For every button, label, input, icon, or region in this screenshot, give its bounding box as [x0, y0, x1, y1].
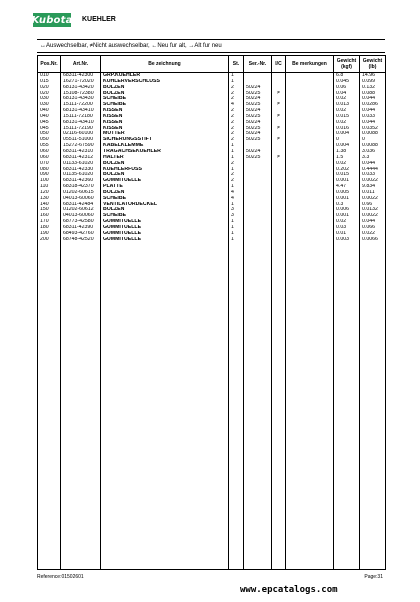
spacer-cell [229, 242, 244, 569]
cell-art: 68773-42580 [61, 219, 101, 225]
cell-name: BOLZEN [101, 161, 229, 167]
kubota-logo [33, 13, 71, 27]
cell-art: 68748-42520 [61, 237, 101, 243]
cell-name: KISSEN [101, 108, 229, 114]
cell-name: TRAGACHSEKUEHLER [101, 149, 229, 155]
cell-ser: 50225 [244, 126, 272, 132]
cell-pos: 010 [38, 73, 61, 79]
cell-art: 04013-60060 [61, 213, 101, 219]
cell-ic: ≠ [272, 126, 286, 132]
cell-lb: 0 [360, 137, 386, 143]
cell-pos: 090 [38, 172, 61, 178]
cell-name: GUMMITUELLE [101, 231, 229, 237]
spacer-cell [286, 242, 334, 569]
table-header-row [38, 56, 386, 73]
cell-name: SCHEIBE [101, 96, 229, 102]
cell-kgf: 1.38 [334, 149, 360, 155]
cell-kgf: 0.016 [334, 126, 360, 132]
cell-art: 68131-43430 [61, 96, 101, 102]
spacer-cell [334, 242, 360, 569]
cell-lb: 0.099 [360, 79, 386, 85]
cell-pos: 040 [38, 108, 61, 114]
cell-st: 1 [229, 155, 244, 161]
cell-lb: 0.033 [360, 114, 386, 120]
col-kgf-header: Gewicht (kgf) [334, 56, 360, 73]
spacer-cell [101, 242, 229, 569]
cell-pos: 120 [38, 190, 61, 196]
col-ic-header: I/C [272, 56, 286, 73]
cell-kgf: 0.001 [334, 213, 360, 219]
cell-ser: 50224 [244, 120, 272, 126]
cell-st: 4 [229, 102, 244, 108]
cell-st: 2 [229, 114, 244, 120]
cell-art: 15108-72380 [61, 91, 101, 97]
cell-kgf: 0.06 [334, 85, 360, 91]
cell-pos: 190 [38, 231, 61, 237]
col-ser-header: Ser.-Nr. [244, 56, 272, 73]
cell-art: 68131-43420 [61, 85, 101, 91]
cell-lb: 0.011 [360, 190, 386, 196]
cell-pos: 150 [38, 207, 61, 213]
cell-art: 68311-42310 [61, 149, 101, 155]
spacer-cell [272, 242, 286, 569]
cell-art: 68311-42312 [61, 155, 101, 161]
cell-lb: 0.044 [360, 161, 386, 167]
cell-name: SCHEIBE [101, 196, 229, 202]
cell-lb: 0.0022 [360, 178, 386, 184]
col-lb-header: Gewicht (lb) [360, 56, 386, 73]
cell-name: MUTTER [101, 131, 229, 137]
cell-pos: 015 [38, 79, 61, 85]
cell-ser: 50225 [244, 155, 272, 161]
cell-lb: 0.0088 [360, 143, 386, 149]
cell-pos: 110 [38, 184, 61, 190]
cell-st: 1 [229, 149, 244, 155]
cell-kgf: 0.01 [334, 231, 360, 237]
cell-art: 05511-51000 [61, 137, 101, 143]
cell-art: 68311-42484 [61, 202, 101, 208]
cell-st: 1 [229, 167, 244, 173]
cell-st: 4 [229, 196, 244, 202]
cell-pos: 050 [38, 131, 61, 137]
cell-name: PLATTE [101, 184, 229, 190]
cell-pos: 170 [38, 219, 61, 225]
cell-name: BOLZEN [101, 172, 229, 178]
cell-kgf: 0.02 [334, 96, 360, 102]
cell-st: 4 [229, 190, 244, 196]
reference-number: Reference:01502601 [37, 574, 84, 580]
spacer-cell [38, 242, 61, 569]
cell-ser: 50224 [244, 108, 272, 114]
cell-pos: 070 [38, 161, 61, 167]
cell-kgf: 0.202 [334, 167, 360, 173]
legend: ↔Auswechselbar, ≠Nicht auswechselbar, ←Neu fur alt, →Alt fur neu [40, 43, 222, 49]
cell-kgf: 0.02 [334, 120, 360, 126]
cell-pos: 200 [38, 237, 61, 243]
cell-st: 2 [229, 96, 244, 102]
cell-lb: 0.0022 [360, 196, 386, 202]
cell-kgf: 0.001 [334, 196, 360, 202]
cell-art: 15272-67590 [61, 143, 101, 149]
cell-kgf: 4.47 [334, 184, 360, 190]
cell-st: 2 [229, 161, 244, 167]
cell-kgf: 0.006 [334, 207, 360, 213]
cell-ic: ≠ [272, 114, 286, 120]
cell-lb: 0.033 [360, 172, 386, 178]
cell-st: 1 [229, 225, 244, 231]
cell-name: KUHLERVERSCHLUSS [101, 79, 229, 85]
cell-art: 68493-42760 [61, 231, 101, 237]
cell-lb: 3.036 [360, 149, 386, 155]
cell-lb: 0.044 [360, 96, 386, 102]
cell-art: 01135-61020 [61, 172, 101, 178]
spacer-cell [360, 242, 386, 569]
cell-st: 2 [229, 120, 244, 126]
cell-art: 68311-42360 [61, 178, 101, 184]
cell-art: 15111-72190 [61, 126, 101, 132]
cell-lb: 0.4444 [360, 167, 386, 173]
cell-name: GRP.KUEHLER [101, 73, 229, 79]
cell-name: KABELKLEMME [101, 143, 229, 149]
cell-art: 04013-60060 [61, 196, 101, 202]
cell-kgf: 0.004 [334, 143, 360, 149]
cell-name: KISSEN [101, 126, 229, 132]
cell-art: 16271-72020 [61, 79, 101, 85]
cell-pos: 160 [38, 213, 61, 219]
cell-kgf: 1.5 [334, 155, 360, 161]
cell-st: 2 [229, 108, 244, 114]
cell-art: 15111-72180 [61, 114, 101, 120]
cell-lb: 9.834 [360, 184, 386, 190]
cell-kgf: 0.02 [334, 108, 360, 114]
cell-pos: 020 [38, 91, 61, 97]
cell-ser: 50224 [244, 131, 272, 137]
cell-kgf: 0.013 [334, 102, 360, 108]
cell-lb: 0.088 [360, 91, 386, 97]
cell-ser: 50225 [244, 114, 272, 120]
cell-kgf: 0.005 [334, 190, 360, 196]
spacer-cell [61, 242, 101, 569]
cell-st: 1 [229, 202, 244, 208]
cell-lb: 0.132 [360, 85, 386, 91]
cell-art: 68131-43410 [61, 120, 101, 126]
cell-st: 3 [229, 213, 244, 219]
cell-lb: 3.3 [360, 155, 386, 161]
cell-st: 1 [229, 237, 244, 243]
cell-st: 1 [229, 143, 244, 149]
cell-ser: 50225 [244, 102, 272, 108]
cell-kgf: 0.045 [334, 79, 360, 85]
cell-art: 68311-42330 [61, 167, 101, 173]
cell-st: 2 [229, 172, 244, 178]
cell-name: HALTER [101, 155, 229, 161]
cell-ic: ≠ [272, 91, 286, 97]
cell-kgf: 0.015 [334, 172, 360, 178]
cell-st: 1 [229, 73, 244, 79]
cell-pos: 060 [38, 155, 61, 161]
cell-lb: 0.044 [360, 219, 386, 225]
spacer-cell [244, 242, 272, 569]
cell-pos: 080 [38, 167, 61, 173]
cell-st: 2 [229, 137, 244, 143]
page-title: KUEHLER [82, 16, 116, 23]
cell-name: KISSEN [101, 114, 229, 120]
cell-lb: 0.0132 [360, 207, 386, 213]
cell-kgf: 0.015 [334, 114, 360, 120]
cell-art: 68318-42370 [61, 184, 101, 190]
cell-kgf: 0.3 [334, 202, 360, 208]
cell-st: 2 [229, 91, 244, 97]
cell-kgf: 6.8 [334, 73, 360, 79]
cell-pos: 050 [38, 137, 61, 143]
cell-pos: 040 [38, 114, 61, 120]
cell-name: KISSEN [101, 120, 229, 126]
cell-st: 2 [229, 126, 244, 132]
cell-lb: 0.0352 [360, 126, 386, 132]
cell-lb: 0.66 [360, 202, 386, 208]
cell-st: 1 [229, 79, 244, 85]
cell-name: GUMMITUELLE [101, 225, 229, 231]
cell-kgf: 0.02 [334, 161, 360, 167]
cell-st: 1 [229, 219, 244, 225]
watermark-url: www.epcatalogs.com [240, 585, 338, 595]
col-rem-header: Be merkungen [286, 56, 334, 73]
col-name-header: Be zeichnung [101, 56, 229, 73]
cell-ser: 50224 [244, 96, 272, 102]
cell-name: GUMMITUELLE [101, 178, 229, 184]
cell-lb: 0.066 [360, 225, 386, 231]
cell-name: SICHERUNGSSTIFT [101, 137, 229, 143]
cell-art: 15111-72200 [61, 102, 101, 108]
cell-name: GUMMITUELLE [101, 219, 229, 225]
cell-name: BOLZEN [101, 85, 229, 91]
cell-pos: 140 [38, 202, 61, 208]
cell-st: 2 [229, 178, 244, 184]
cell-ser: 50225 [244, 137, 272, 143]
cell-pos: 045 [38, 120, 61, 126]
cell-kgf: 0.004 [334, 131, 360, 137]
cell-pos: 030 [38, 96, 61, 102]
col-st-header: St. [229, 56, 244, 73]
cell-name: VENTILATORDECKEL [101, 202, 229, 208]
cell-art: 68311-42390 [61, 225, 101, 231]
cell-lb: 0.0066 [360, 237, 386, 243]
table-spacer-row [38, 242, 386, 569]
cell-art: 01202-60612 [61, 207, 101, 213]
col-pos-header: Pos.Nr. [38, 56, 61, 73]
legend-divider [37, 52, 385, 53]
cell-lb: 14.96 [360, 73, 386, 79]
cell-pos: 180 [38, 225, 61, 231]
cell-name: BOLZEN [101, 190, 229, 196]
cell-kgf: 0 [334, 137, 360, 143]
cell-name: KUEHLERFUSS [101, 167, 229, 173]
cell-art: 01133-61020 [61, 161, 101, 167]
cell-pos: 060 [38, 149, 61, 155]
cell-art: 68131-43410 [61, 108, 101, 114]
cell-pos: 100 [38, 178, 61, 184]
cell-ic: ≠ [272, 102, 286, 108]
cell-lb: 0.0286 [360, 102, 386, 108]
cell-name: GUMMITUELLE [101, 237, 229, 243]
cell-name: SCHEIBE [101, 102, 229, 108]
cell-name: SCHEIBE [101, 213, 229, 219]
logo-text: Kubota [31, 14, 73, 26]
cell-kgf: 0.04 [334, 91, 360, 97]
cell-st: 2 [229, 85, 244, 91]
cell-kgf: 0.001 [334, 178, 360, 184]
cell-ser: 50224 [244, 85, 272, 91]
cell-lb: 0.044 [360, 120, 386, 126]
cell-kgf: 0.02 [334, 219, 360, 225]
parts-table [37, 55, 386, 570]
cell-pos: 130 [38, 196, 61, 202]
cell-pos: 055 [38, 143, 61, 149]
cell-pos: 045 [38, 126, 61, 132]
cell-lb: 0.044 [360, 108, 386, 114]
cell-name: BOLZEN [101, 91, 229, 97]
page-number: Page:31 [364, 574, 383, 580]
cell-art: 68311-42300 [61, 73, 101, 79]
cell-kgf: 0.03 [334, 225, 360, 231]
cell-st: 1 [229, 231, 244, 237]
cell-name: BOLZEN [101, 207, 229, 213]
header-divider [37, 39, 385, 40]
cell-ser: 50224 [244, 149, 272, 155]
cell-lb: 0.022 [360, 231, 386, 237]
cell-ser: 50225 [244, 91, 272, 97]
cell-kgf: 0.003 [334, 237, 360, 243]
cell-art: 01202-60615 [61, 190, 101, 196]
cell-lb: 0.0022 [360, 213, 386, 219]
cell-st: 1 [229, 184, 244, 190]
cell-ic: ≠ [272, 155, 286, 161]
cell-st: 3 [229, 207, 244, 213]
cell-lb: 0.0088 [360, 131, 386, 137]
cell-st: 2 [229, 131, 244, 137]
cell-ic: ≠ [272, 137, 286, 143]
cell-pos: 030 [38, 102, 61, 108]
col-art-header: Art.Nr. [61, 56, 101, 73]
cell-pos: 020 [38, 85, 61, 91]
cell-art: 02116-60100 [61, 131, 101, 137]
